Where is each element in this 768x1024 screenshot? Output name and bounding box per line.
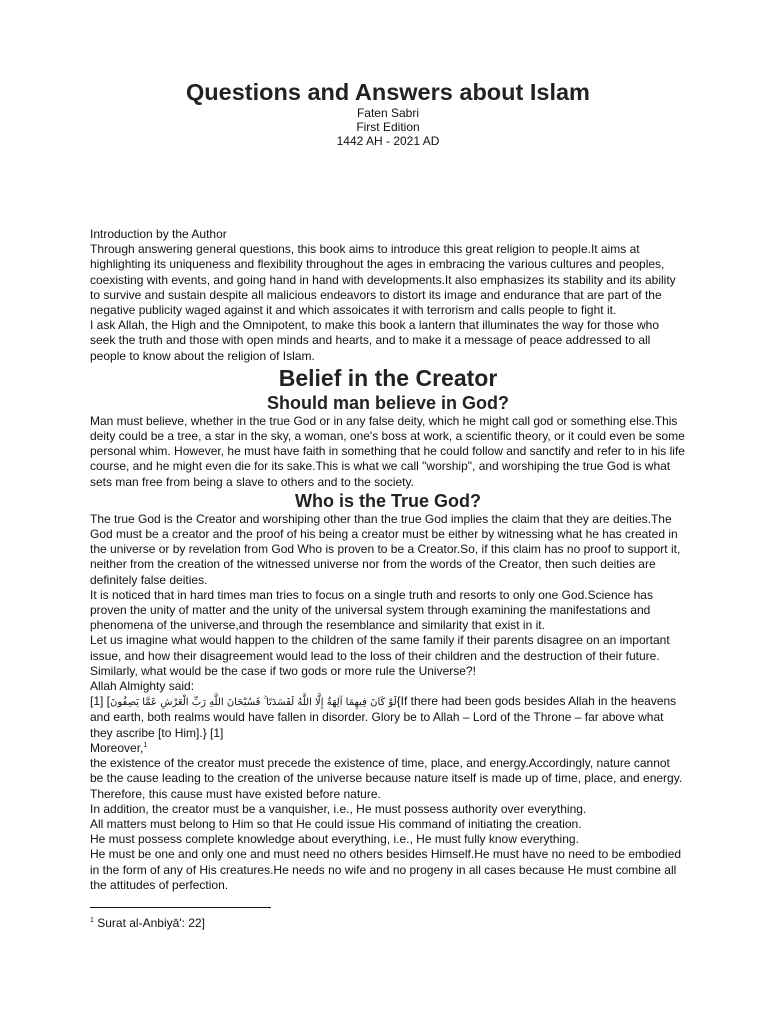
- document-title: Questions and Answers about Islam: [186, 79, 590, 105]
- section-heading-belief: Belief in the Creator: [278, 364, 498, 391]
- true-god-paragraph-6: In addition, the creator must be a vanquisher, i.e., He must possess authority over everything.: [90, 801, 587, 816]
- verse-paragraph: [90, 694, 686, 741]
- true-god-paragraph-5: the existence of the creator must precede the existence of time, place, and energy.Accordingly, nature cannot be the cause leading to the creation of the universe because nature itself is made up of time, place, and energy. Therefore, this cause must have existed before nature.: [90, 756, 683, 801]
- intro-paragraph-2: I ask Allah, the High and the Omnipotent, to make this book a lantern that illuminates the way for those who seek the truth and those with open minds and hearts, and to make it a message of peace addressed to all people to know about the religion of Islam.: [90, 318, 659, 363]
- document-date: 1442 AH - 2021 AD: [336, 134, 440, 148]
- footnote-text: Surat al-Anbiyā': 22]: [93, 916, 205, 930]
- document-edition: First Edition: [356, 120, 420, 134]
- question-heading-believe: Should man believe in God?: [266, 392, 510, 413]
- footnote-mark: 1: [90, 917, 94, 924]
- footnote: [90, 916, 205, 930]
- intro-paragraph-1: Through answering general questions, this book aims to introduce this great religion to people.It aims at highlighting its uniqueness and flexibility throughout the ages in embracing the various cultures and peoples, coexisting with events, and going hand in hand with developments.It also emphasizes its stability and its ability to survive and sustain despite all malicious endeavors to distort its image and endurance that are part of the negative publicity waged against it and which assoicates it with terrorism and calls people to fight it.: [90, 242, 676, 318]
- verse-arabic: لَوْ كَانَ فِيهِمَا آلِهَةٌ إِلَّا اللَّهُ لَفَسَدَتَا ۚ فَسُبْحَانَ اللَّهِ رَبِّ الْعَرْشِ عَمَّا يَصِفُونَ: [110, 697, 397, 709]
- true-god-paragraph-9: He must be one and only one and must need no others besides Himself.He must have no need to be embodied in the form of any of His creatures.He needs no wife and no progeny in all cases because He must combine all the attitudes of perfection.: [90, 847, 682, 892]
- moreover-line: [90, 741, 686, 756]
- answer-believe: Man must believe, whether in the true God or in any false deity, which he might call god or something else.This deity could be a tree, a star in the sky, a woman, one's boss at work, a scientific theory, or it could even be some personal whim. However, he must have faith in something that he could follow and sanctify and refer to in his life course, and he might even die for its sake.This is what we call "worship", and worshiping the true God is what sets man free from being a slave to others and to the society.: [90, 413, 685, 489]
- verse-ref-open: [1] [: [90, 694, 111, 709]
- true-god-paragraph-3: Let us imagine what would happen to the children of the same family if their parents disagree on an important issue, and how their disagreement would lead to the loss of their children and the destruction of their future. Similarly, what would be the case if two gods or more rule the Universe?!: [90, 633, 670, 678]
- document-author: Faten Sabri: [356, 106, 420, 120]
- introduction: [90, 227, 686, 364]
- allah-said-line: Allah Almighty said:: [90, 679, 195, 694]
- true-god-paragraph-2: It is noticed that in hard times man tries to focus on a single truth and resorts to only one God.Science has proven the unity of matter and the unity of the universal system through examining the manifestations and phenomena of the universe,and through the resemblance and similarity that exist in it.: [90, 587, 653, 633]
- question-heading-true-god: Who is the True God?: [295, 490, 481, 511]
- moreover-text: Moreover,: [90, 740, 144, 755]
- true-god-paragraph-8: He must possess complete knowledge about everything, i.e., He must fully know everything.: [90, 832, 579, 847]
- verse-english: {If there had been gods besides Allah in the heavens and earth, both realms would have fallen in disorder. Glory be to Allah – Lord of the Throne – far above what they ascribe [to Him].} [1]: [90, 694, 677, 740]
- true-god-paragraph-1: The true God is the Creator and worshiping other than the true God implies the claim that they are deities.The God must be a creator and the proof of his being a creator must be either by witnessing what he has created in the universe or by revelation from God Who is proven to be a Creator.So, if this claim has no proof to support it, neither from the creation of the witnessed universe nor from the words of the Creator, then such deities are definitely false deities.: [90, 511, 681, 587]
- footnote-reference[interactable]: 1: [143, 741, 148, 749]
- true-god-paragraph-7: All matters must belong to Him so that He could issue His command of initiating the creation.: [90, 816, 582, 831]
- document-page: [90, 78, 686, 893]
- intro-heading: Introduction by the Author: [90, 227, 227, 241]
- footnote-separator: [90, 907, 271, 908]
